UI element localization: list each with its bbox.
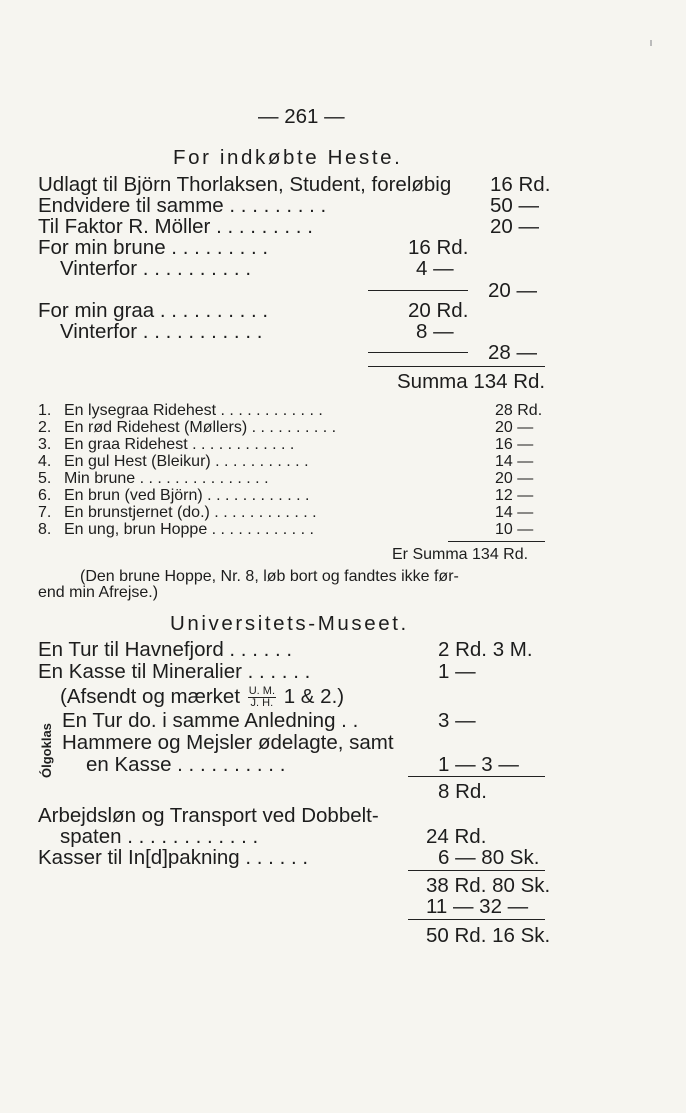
horse-amount-6: 12 — — [495, 487, 534, 504]
horse-label-4: En gul Hest (Bleikur) . . . . . . . . . . . — [64, 453, 309, 470]
horse-num-5: 5. — [38, 470, 52, 487]
horse-num-7: 7. — [38, 504, 52, 521]
horse-amount-4: 14 — — [495, 453, 534, 470]
museet-line-5-label: Hammere og Mejsler ødelagte, samt — [62, 731, 394, 754]
stamp-graphic — [36, 700, 56, 780]
stamp-text: Ólgoklas — [39, 723, 54, 778]
heste-line-8-mid: 8 — — [416, 320, 454, 343]
horse-label-7: En brunstjernet (do.) . . . . . . . . . . . . — [64, 504, 317, 521]
heste-line-9-amount: 28 — — [488, 341, 537, 364]
museet-line-3-post: 1 & 2.) — [283, 685, 345, 708]
heste-line-3-amount: 20 — — [490, 215, 539, 238]
section-heading-heste: For indkøbte Heste. — [173, 146, 403, 169]
horse-amount-7: 14 — — [495, 504, 534, 521]
museum-mark-denominator: J. H. — [250, 697, 274, 710]
horse-label-1: En lysegraa Ridehest . . . . . . . . . . . . — [64, 402, 323, 419]
horse-num-4: 4. — [38, 453, 52, 470]
margin-mark — [650, 40, 652, 46]
heste-line-5-label: Vinterfor . . . . . . . . . . — [60, 257, 252, 280]
horse-num-6: 6. — [38, 487, 52, 504]
museet-line-6-amount: 1 — 3 — — [438, 753, 519, 776]
horse-label-3: En graa Ridehest . . . . . . . . . . . . — [64, 436, 295, 453]
museet-line-1-amount: 2 Rd. 3 M. — [438, 638, 533, 661]
horse-amount-8: 10 — — [495, 521, 534, 538]
heste-summa: Summa 134 Rd. — [397, 370, 546, 393]
museet-line-8-amount: 24 Rd. — [426, 825, 487, 848]
heste-line-5-mid: 4 — — [416, 257, 454, 280]
horses-note-line-2: end min Afrejse.) — [38, 584, 159, 601]
museet-line-1-label: En Tur til Havnefjord . . . . . . — [38, 638, 293, 661]
heste-line-1-label: Udlagt til Björn Thorlaksen, Student, foreløbig — [38, 173, 452, 196]
library-stamp — [36, 700, 56, 780]
horse-num-8: 8. — [38, 521, 52, 538]
museet-sum-rule-1 — [408, 870, 545, 871]
page-number: — 261 — — [258, 105, 345, 128]
heste-line-7-mid: 20 Rd. — [408, 299, 469, 322]
horse-label-6: En brun (ved Björn) . . . . . . . . . . . . — [64, 487, 310, 504]
heste-line-4-mid: 16 Rd. — [408, 236, 469, 259]
museet-total: 50 Rd. 16 Sk. — [426, 924, 551, 947]
museet-line-4-label: En Tur do. i samme Anledning . . — [62, 709, 359, 732]
horse-label-8: En ung, brun Hoppe . . . . . . . . . . . . — [64, 521, 314, 538]
horses-summa-rule — [448, 541, 545, 542]
museet-line-4-amount: 3 — — [438, 709, 476, 732]
museet-line-3 — [60, 685, 344, 709]
museum-mark-numerator: U. M. — [248, 685, 275, 698]
museet-total-rule — [408, 919, 545, 920]
museet-subtotal: 8 Rd. — [438, 780, 487, 803]
museet-line-8-label: spaten . . . . . . . . . . . . — [60, 825, 259, 848]
museet-line-2-amount: 1 — — [438, 660, 476, 683]
museet-line-2-label: En Kasse til Mineralier . . . . . . — [38, 660, 311, 683]
horses-summa: Er Summa 134 Rd. — [392, 546, 529, 563]
museet-line-6-label: en Kasse . . . . . . . . . . — [86, 753, 286, 776]
horse-amount-3: 16 — — [495, 436, 534, 453]
heste-line-2-amount: 50 — — [490, 194, 539, 217]
subtotal-rule-2 — [368, 352, 468, 353]
subtotal-rule-1 — [368, 290, 468, 291]
summa-rule — [368, 366, 545, 367]
museet-line-3-pre: (Afsendt og mærket — [60, 685, 241, 708]
heste-line-2-label: Endvidere til samme . . . . . . . . . — [38, 194, 327, 217]
section-heading-museet: Universitets-Museet. — [170, 612, 409, 635]
horse-amount-1: 28 Rd. — [495, 402, 543, 419]
museum-mark-fraction — [248, 686, 276, 709]
horse-label-5: Min brune . . . . . . . . . . . . . . . — [64, 470, 269, 487]
horses-note-line-1: (Den brune Hoppe, Nr. 8, løb bort og fandtes ikke før- — [80, 568, 459, 585]
heste-line-4-label: For min brune . . . . . . . . . — [38, 236, 269, 259]
heste-line-1-amount: 16 Rd. — [490, 173, 551, 196]
heste-line-3-label: Til Faktor R. Möller . . . . . . . . . — [38, 215, 313, 238]
horse-amount-5: 20 — — [495, 470, 534, 487]
heste-line-7-label: For min graa . . . . . . . . . . — [38, 299, 269, 322]
museet-line-7-label: Arbejdsløn og Transport ved Dobbelt- — [38, 804, 379, 827]
museet-line-9-label: Kasser til In[d]pakning . . . . . . — [38, 846, 309, 869]
museet-subtotal-rule — [408, 776, 545, 777]
horse-label-2: En rød Ridehest (Møllers) . . . . . . . . . . — [64, 419, 337, 436]
horse-amount-2: 20 — — [495, 419, 534, 436]
heste-line-6-amount: 20 — — [488, 279, 537, 302]
museet-line-9-amount: 6 — 80 Sk. — [438, 846, 540, 869]
museet-sum-1: 38 Rd. 80 Sk. — [426, 874, 551, 897]
heste-line-8-label: Vinterfor . . . . . . . . . . . — [60, 320, 263, 343]
horse-num-1: 1. — [38, 402, 52, 419]
horse-num-3: 3. — [38, 436, 52, 453]
museet-sum-2: 11 — 32 — — [426, 895, 529, 918]
horse-num-2: 2. — [38, 419, 52, 436]
